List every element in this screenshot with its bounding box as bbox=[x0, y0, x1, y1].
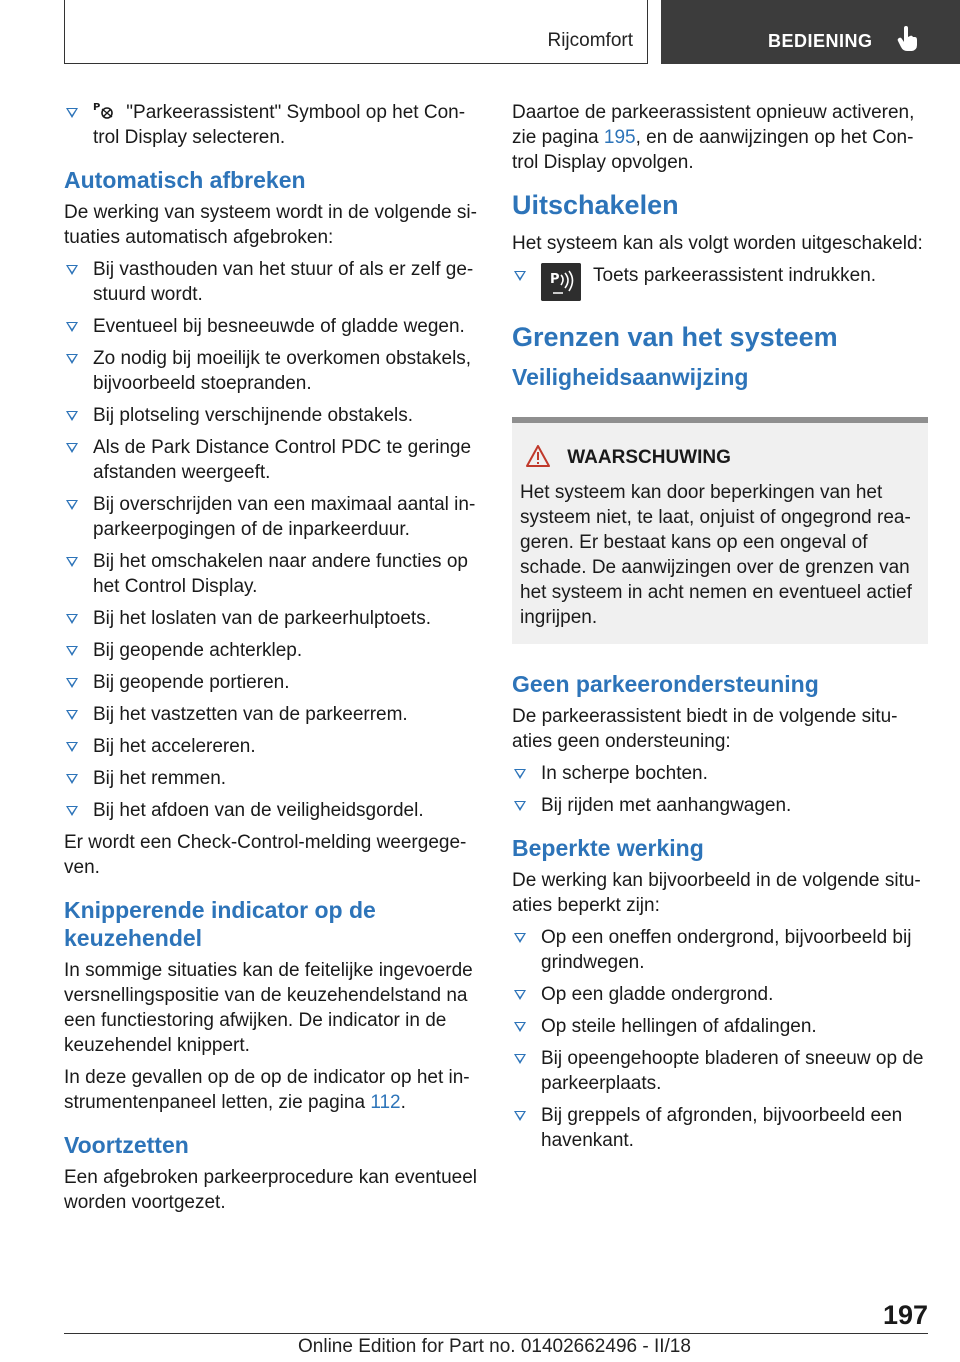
heading-grenzen: Grenzen van het systeem bbox=[512, 322, 838, 352]
paragraph-voort: Een afgebroken parkeerprocedure kan eventueel worden voortgezet. bbox=[64, 1167, 478, 1213]
footer-edition: Online Edition for Part no. 01402662496 - II/18 bbox=[298, 1336, 691, 1357]
bullet-triangle-icon bbox=[66, 354, 78, 364]
bullet-triangle-icon bbox=[66, 411, 78, 421]
list-item bbox=[64, 798, 478, 823]
list-item-text: Als de Park Distance Control PDC te geringe afstanden weergeeft. bbox=[93, 437, 472, 483]
page-number: 197 bbox=[882, 1300, 928, 1330]
list-item-text: Bij het accelereren. bbox=[93, 736, 256, 757]
button-instruction bbox=[512, 263, 928, 307]
list-item bbox=[64, 734, 478, 759]
bullet-triangle-icon bbox=[66, 678, 78, 688]
list-item bbox=[64, 638, 478, 663]
heading-geen-parkeerondersteuning: Geen parkeerondersteuning bbox=[512, 671, 819, 697]
paragraph-text: In deze gevallen op de op de indicator op het in-strumentenpaneel letten, zie pagina bbox=[64, 1067, 470, 1113]
bullet-triangle-icon bbox=[66, 265, 78, 275]
paragraph-text: . bbox=[400, 1092, 406, 1113]
list-item bbox=[512, 1103, 928, 1153]
bullet-triangle-icon bbox=[514, 1022, 526, 1032]
list-item bbox=[64, 702, 478, 727]
warning-title-text: WAARSCHUWING bbox=[567, 447, 731, 468]
list-item-text: Eventueel bij besneeuwde of gladde wegen. bbox=[93, 316, 465, 337]
bullet-triangle-icon bbox=[66, 646, 78, 656]
left-column bbox=[64, 100, 478, 1222]
list-item bbox=[512, 1046, 928, 1096]
list-item bbox=[64, 606, 478, 631]
list-item bbox=[64, 766, 478, 791]
list-item-text: Bij het loslaten van de parkeerhulptoets. bbox=[93, 608, 431, 629]
footer-divider bbox=[64, 1333, 928, 1334]
right-column bbox=[512, 100, 928, 1160]
heading-uitschakelen: Uitschakelen bbox=[512, 190, 679, 220]
list-beperkt bbox=[512, 925, 928, 1153]
intro-item-text: "Parkeerassistent" Symbool op het Con-trol Display selecteren. bbox=[93, 102, 466, 148]
header-section-box bbox=[64, 0, 648, 64]
paragraph-uit: Het systeem kan als volgt worden uitgeschakeld: bbox=[512, 233, 923, 254]
warning-text: Het systeem kan door beperkingen van het systeem niet, te laat, onjuist of ongegrond rea-geren. Er bestaat kans op een ongeval of schade. De aanwijzingen over de grenzen van het systeem in acht nemen en eventueel actief ingrijpen. bbox=[520, 482, 912, 628]
svg-text:P: P bbox=[93, 102, 101, 113]
bullet-triangle-icon bbox=[66, 500, 78, 510]
list-item bbox=[64, 435, 478, 485]
list-item-text: Op een oneffen ondergrond, bijvoorbeeld bij grindwegen. bbox=[541, 927, 912, 973]
list-item-text: Bij greppels of afgronden, bijvoorbeeld een havenkant. bbox=[541, 1105, 903, 1151]
bullet-triangle-icon bbox=[66, 443, 78, 453]
bullet-triangle-icon bbox=[514, 1054, 526, 1064]
list-item-text: Bij rijden met aanhangwagen. bbox=[541, 795, 792, 816]
page-link-195[interactable]: 195 bbox=[603, 127, 636, 148]
list-item bbox=[64, 670, 478, 695]
header-section-title: Rijcomfort bbox=[547, 30, 633, 51]
list-item bbox=[64, 100, 478, 150]
heading-veiligheidsaanwijzing: Veiligheidsaanwijzing bbox=[512, 364, 749, 390]
button-instruction-text: Toets parkeerassistent indrukken. bbox=[593, 265, 877, 286]
bullet-triangle-icon bbox=[514, 271, 526, 281]
warning-box bbox=[512, 417, 928, 644]
parking-assist-button-icon bbox=[541, 263, 581, 301]
list-item-text: Op een gladde ondergrond. bbox=[541, 984, 774, 1005]
heading-voortzetten: Voortzetten bbox=[64, 1132, 189, 1158]
warning-title bbox=[520, 445, 920, 470]
list-item bbox=[64, 346, 478, 396]
list-item-text: Bij het vastzetten van de parkeerrem. bbox=[93, 704, 408, 725]
bullet-triangle-icon bbox=[66, 710, 78, 720]
paragraph-check-control: Er wordt een Check-Control-melding weergege-ven. bbox=[64, 832, 467, 878]
list-geen bbox=[512, 761, 928, 818]
list-item bbox=[64, 403, 478, 428]
bullet-triangle-icon bbox=[66, 614, 78, 624]
bullet-triangle-icon bbox=[66, 108, 78, 118]
svg-text:P: P bbox=[550, 272, 560, 287]
paragraph-knip-1: In sommige situaties kan de feitelijke ingevoerde versnellingspositie van de keuzehendelstand na een functiestoring afwijken. De indicator in de keuzehendel knippert. bbox=[64, 960, 473, 1056]
pointing-hand-icon bbox=[897, 26, 919, 52]
list-item bbox=[512, 982, 928, 1007]
list-item bbox=[512, 925, 928, 975]
list-item-text: Bij overschrijden van een maximaal aantal in-parkeerpogingen of de inparkeerduur. bbox=[93, 494, 476, 540]
bullet-triangle-icon bbox=[514, 769, 526, 779]
paragraph-text: Daartoe de parkeerassistent opnieuw activeren, zie pagina bbox=[512, 102, 915, 148]
bullet-triangle-icon bbox=[66, 742, 78, 752]
list-item bbox=[512, 793, 928, 818]
list-item-text: Bij plotseling verschijnende obstakels. bbox=[93, 405, 414, 426]
bullet-triangle-icon bbox=[514, 933, 526, 943]
heading-automatisch-afbreken: Automatisch afbreken bbox=[64, 167, 306, 193]
paragraph-knip-2 bbox=[64, 1065, 478, 1115]
list-item bbox=[64, 492, 478, 542]
list-item-text: Bij het omschakelen naar andere functies op het Control Display. bbox=[93, 551, 468, 597]
paragraph-beperkt: De werking kan bijvoorbeeld in de volgende situ-aties beperkt zijn: bbox=[512, 870, 921, 916]
page-link-112[interactable]: 112 bbox=[370, 1092, 401, 1113]
list-item-text: In scherpe bochten. bbox=[541, 763, 708, 784]
heading-knipperende-indicator: Knipperende indicator op de keuzehendel bbox=[64, 897, 376, 951]
bullet-triangle-icon bbox=[514, 801, 526, 811]
paragraph-auto: De werking van systeem wordt in de volgende si-tuaties automatisch afgebroken: bbox=[64, 202, 477, 248]
bullet-triangle-icon bbox=[66, 806, 78, 816]
bullet-triangle-icon bbox=[514, 1111, 526, 1121]
list-item bbox=[64, 314, 478, 339]
list-item-text: Op steile hellingen of afdalingen. bbox=[541, 1016, 817, 1037]
bullet-triangle-icon bbox=[66, 322, 78, 332]
paragraph-geen: De parkeerassistent biedt in de volgende situ-aties geen ondersteuning: bbox=[512, 706, 898, 752]
list-item bbox=[64, 549, 478, 599]
list-item-text: Bij vasthouden van het stuur of als er zelf ge-stuurd wordt. bbox=[93, 259, 474, 305]
list-item bbox=[512, 761, 928, 786]
list-item-text: Bij geopende achterklep. bbox=[93, 640, 303, 661]
intro-list bbox=[64, 100, 478, 150]
bullet-triangle-icon bbox=[66, 774, 78, 784]
bullet-triangle-icon bbox=[514, 990, 526, 1000]
heading-beperkte-werking: Beperkte werking bbox=[512, 835, 704, 861]
list-item bbox=[64, 257, 478, 307]
list-item bbox=[512, 1014, 928, 1039]
list-item-text: Zo nodig bij moeilijk te overkomen obstakels, bijvoorbeeld stoepranden. bbox=[93, 348, 472, 394]
list-item-text: Bij opeengehoopte bladeren of sneeuw op de parkeerplaats. bbox=[541, 1048, 924, 1094]
bullet-triangle-icon bbox=[66, 557, 78, 567]
header-chapter-title: BEDIENING bbox=[768, 31, 873, 51]
warning-triangle-icon bbox=[526, 445, 550, 467]
paragraph-continue bbox=[512, 100, 928, 175]
list-item-text: Bij geopende portieren. bbox=[93, 672, 290, 693]
list-item-text: Bij het remmen. bbox=[93, 768, 227, 789]
parking-assistant-icon bbox=[93, 101, 117, 121]
paragraph-text: , en de aanwijzingen op het Con-trol Display opvolgen. bbox=[512, 127, 914, 173]
list-item-text: Bij het afdoen van de veiligheidsgordel. bbox=[93, 800, 424, 821]
list-auto bbox=[64, 257, 478, 823]
header-chapter-box bbox=[661, 0, 960, 64]
